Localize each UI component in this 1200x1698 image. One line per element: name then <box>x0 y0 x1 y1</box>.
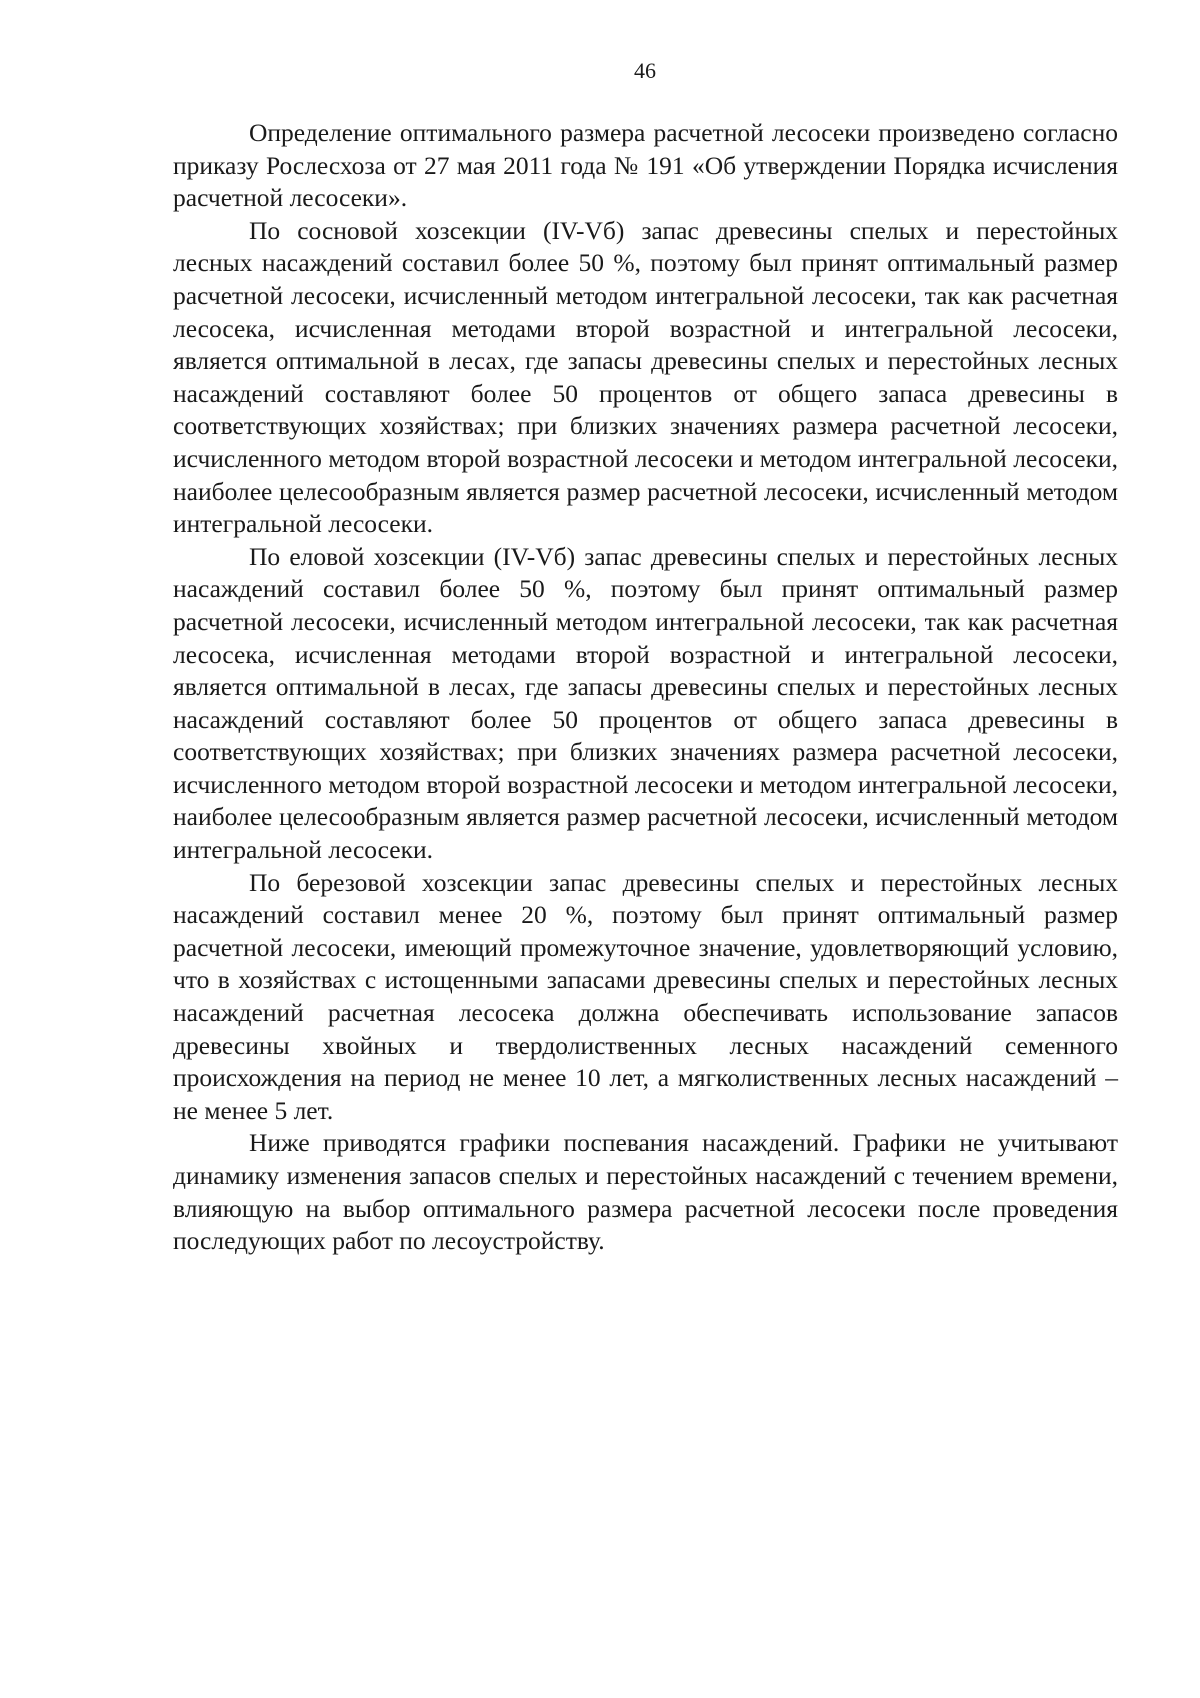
paragraph-birch-section: По березовой хозсекции запас древесины спелых и перестойных лесных насаждений составил менее 20 %, поэтому был принят оптимальный размер расчетной лесосеки, имеющий промежуточное значение, удовлетворяющий условию, что в хозяйствах с истощенными запасами древесины спелых и перестойных лесных насаждений расчетная лесосека должна обеспечивать использование запасов древесины хвойных и твердолиственных лесных насаждений семенного происхождения на период не менее 10 лет, а мягколиственных лесных насаждений – не менее 5 лет. <box>173 867 1118 1125</box>
document-body <box>173 117 1118 1258</box>
page-number: 46 <box>634 58 656 83</box>
paragraph-calculation-basis: Определение оптимального размера расчетной лесосеки произведено согласно приказу Рослесхоза от 27 мая 2011 года № 191 «Об утверждении Порядка исчисления расчетной лесосеки». <box>173 118 1118 213</box>
paragraph-spruce-section: По еловой хозсекции (IV-Vб) запас древесины спелых и перестойных лесных насаждений составил более 50 %, поэтому был принят оптимальный размер расчетной лесосеки, исчисленный методом интегральной лесосеки, так как расчетная лесосека, исчисленная методами второй возрастной и интегральной лесосеки, является оптимальной в лесах, где запасы древесины спелых и перестойных лесных насаждений составляют более 50 процентов от общего запаса древесины в соответствующих хозяйствах; при близких значениях размера расчетной лесосеки, исчисленного методом второй возрастной лесосеки и методом интегральной лесосеки, наиболее целесообразным является размер расчетной лесосеки, исчисленный методом интегральной лесосеки. <box>173 541 1118 865</box>
paragraph-pine-section: По сосновой хозсекции (IV-Vб) запас древесины спелых и перестойных лесных насаждений составил более 50 %, поэтому был принят оптимальный размер расчетной лесосеки, исчисленный методом интегральной лесосеки, так как расчетная лесосека, исчисленная методами второй возрастной и интегральной лесосеки, является оптимальной в лесах, где запасы древесины спелых и перестойных лесных насаждений составляют более 50 процентов от общего запаса древесины в соответствующих хозяйствах; при близких значениях размера расчетной лесосеки, исчисленного методом второй возрастной лесосеки и методом интегральной лесосеки, наиболее целесообразным является размер расчетной лесосеки, исчисленный методом интегральной лесосеки. <box>173 215 1118 539</box>
paragraph-ripening-graphs: Ниже приводятся графики поспевания насаждений. Графики не учитывают динамику изменения запасов спелых и перестойных насаждений с течением времени, влияющую на выбор оптимального размера расчетной лесосеки после проведения последующих работ по лесоустройству. <box>173 1128 1118 1256</box>
